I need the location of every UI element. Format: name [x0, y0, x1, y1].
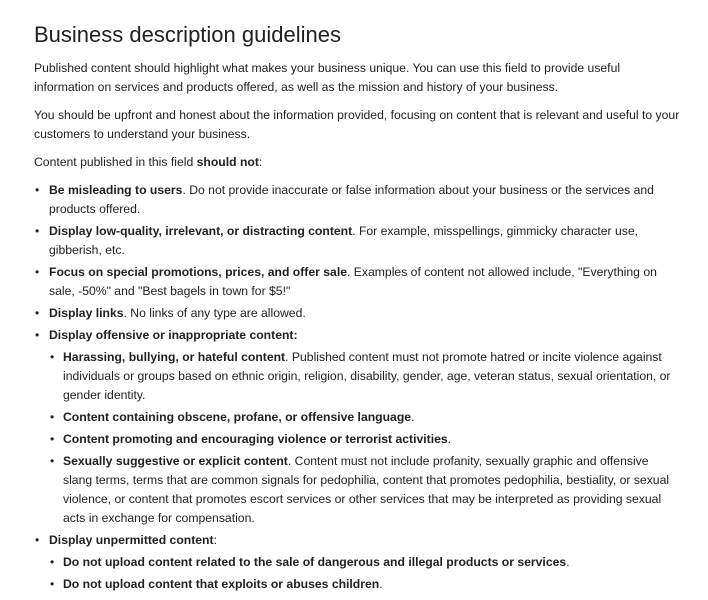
guideline-subitem: [49, 553, 680, 572]
guideline-subitem-text: . Content must not include profanity, sexually graphic and offensive slang terms, terms that are common signals for pedophilia, content that promotes pedophilia, bestiality, or sexual violence, or content that promotes escort services or other services that may be interpreted as providing sexual acts in exchange for compensation.: [63, 454, 670, 525]
guideline-subitem: [49, 348, 680, 405]
page-title: Business description guidelines: [34, 22, 341, 47]
list-lead: [34, 153, 680, 172]
guideline-item: [34, 181, 680, 219]
guideline-subitem-text: .: [566, 555, 570, 569]
guideline-item: [34, 263, 680, 301]
guideline-item-text: . Examples of content not allowed include, "Everything on sale, -50%" and "Best bagels in town for $5!": [49, 265, 657, 298]
guideline-item-title: Focus on special promotions, prices, and offer sale: [49, 265, 347, 279]
lead-bold: should not: [196, 155, 259, 169]
guideline-subitem-text: .: [447, 432, 452, 446]
guideline-subitem-title: Content promoting and encouraging violence or terrorist activities: [63, 432, 448, 446]
guideline-item-text: :: [213, 533, 217, 547]
guideline-subitem-text: .: [379, 577, 383, 591]
guideline-item-text: . Do not provide inaccurate or false information about your business or the services and products offered.: [49, 183, 654, 216]
guideline-subitem: [49, 575, 680, 594]
lead-text: Content published in this field: [34, 155, 197, 169]
lead-tail: :: [258, 155, 263, 169]
intro-paragraph-1: Published content should highlight what makes your business unique. You can use this field to provide useful information on services and products offered, as well as the mission and history of your business.: [34, 61, 621, 94]
guideline-subitem: [49, 452, 680, 528]
guideline-item-text: . For example, misspellings, gimmicky character use, gibberish, etc.: [49, 224, 638, 257]
guideline-sublist: [49, 553, 680, 594]
guideline-subitem-title: Harassing, bullying, or hateful content: [63, 350, 286, 364]
guideline-item: [34, 222, 680, 260]
guideline-item: [34, 304, 680, 323]
guideline-item-title: Display low-quality, irrelevant, or distracting content: [49, 224, 353, 238]
guideline-subitem-title: Do not upload content related to the sale of dangerous and illegal products or services: [63, 555, 567, 569]
guideline-item-title: Display links: [49, 306, 124, 320]
guideline-item: [34, 326, 680, 528]
guideline-item-title: Display unpermitted content: [49, 533, 214, 547]
guideline-subitem: [49, 408, 680, 427]
guideline-sublist: [49, 348, 680, 528]
guideline-subitem-title: Do not upload content that exploits or abuses children: [63, 577, 380, 591]
guideline-item-text: . No links of any type are allowed.: [123, 306, 306, 320]
guideline-item-title: Display offensive or inappropriate content:: [49, 328, 298, 342]
guideline-item-title: Be misleading to users: [49, 183, 183, 197]
guideline-subitem-text: . Published content must not promote hatred or incite violence against individuals or groups based on ethnic origin, religion, disability, gender, age, veteran status, sexual orientation, or gender identity.: [63, 350, 671, 402]
guideline-list: [34, 181, 680, 594]
guideline-item: [34, 531, 680, 594]
guideline-subitem-text: .: [411, 410, 415, 424]
guideline-subitem-title: Sexually suggestive or explicit content: [63, 454, 288, 468]
guideline-subitem-title: Content containing obscene, profane, or offensive language: [63, 410, 412, 424]
guideline-subitem: [49, 430, 680, 449]
intro-paragraph-2: You should be upfront and honest about the information provided, focusing on content that is relevant and useful to your customers to understand your business.: [34, 108, 680, 141]
